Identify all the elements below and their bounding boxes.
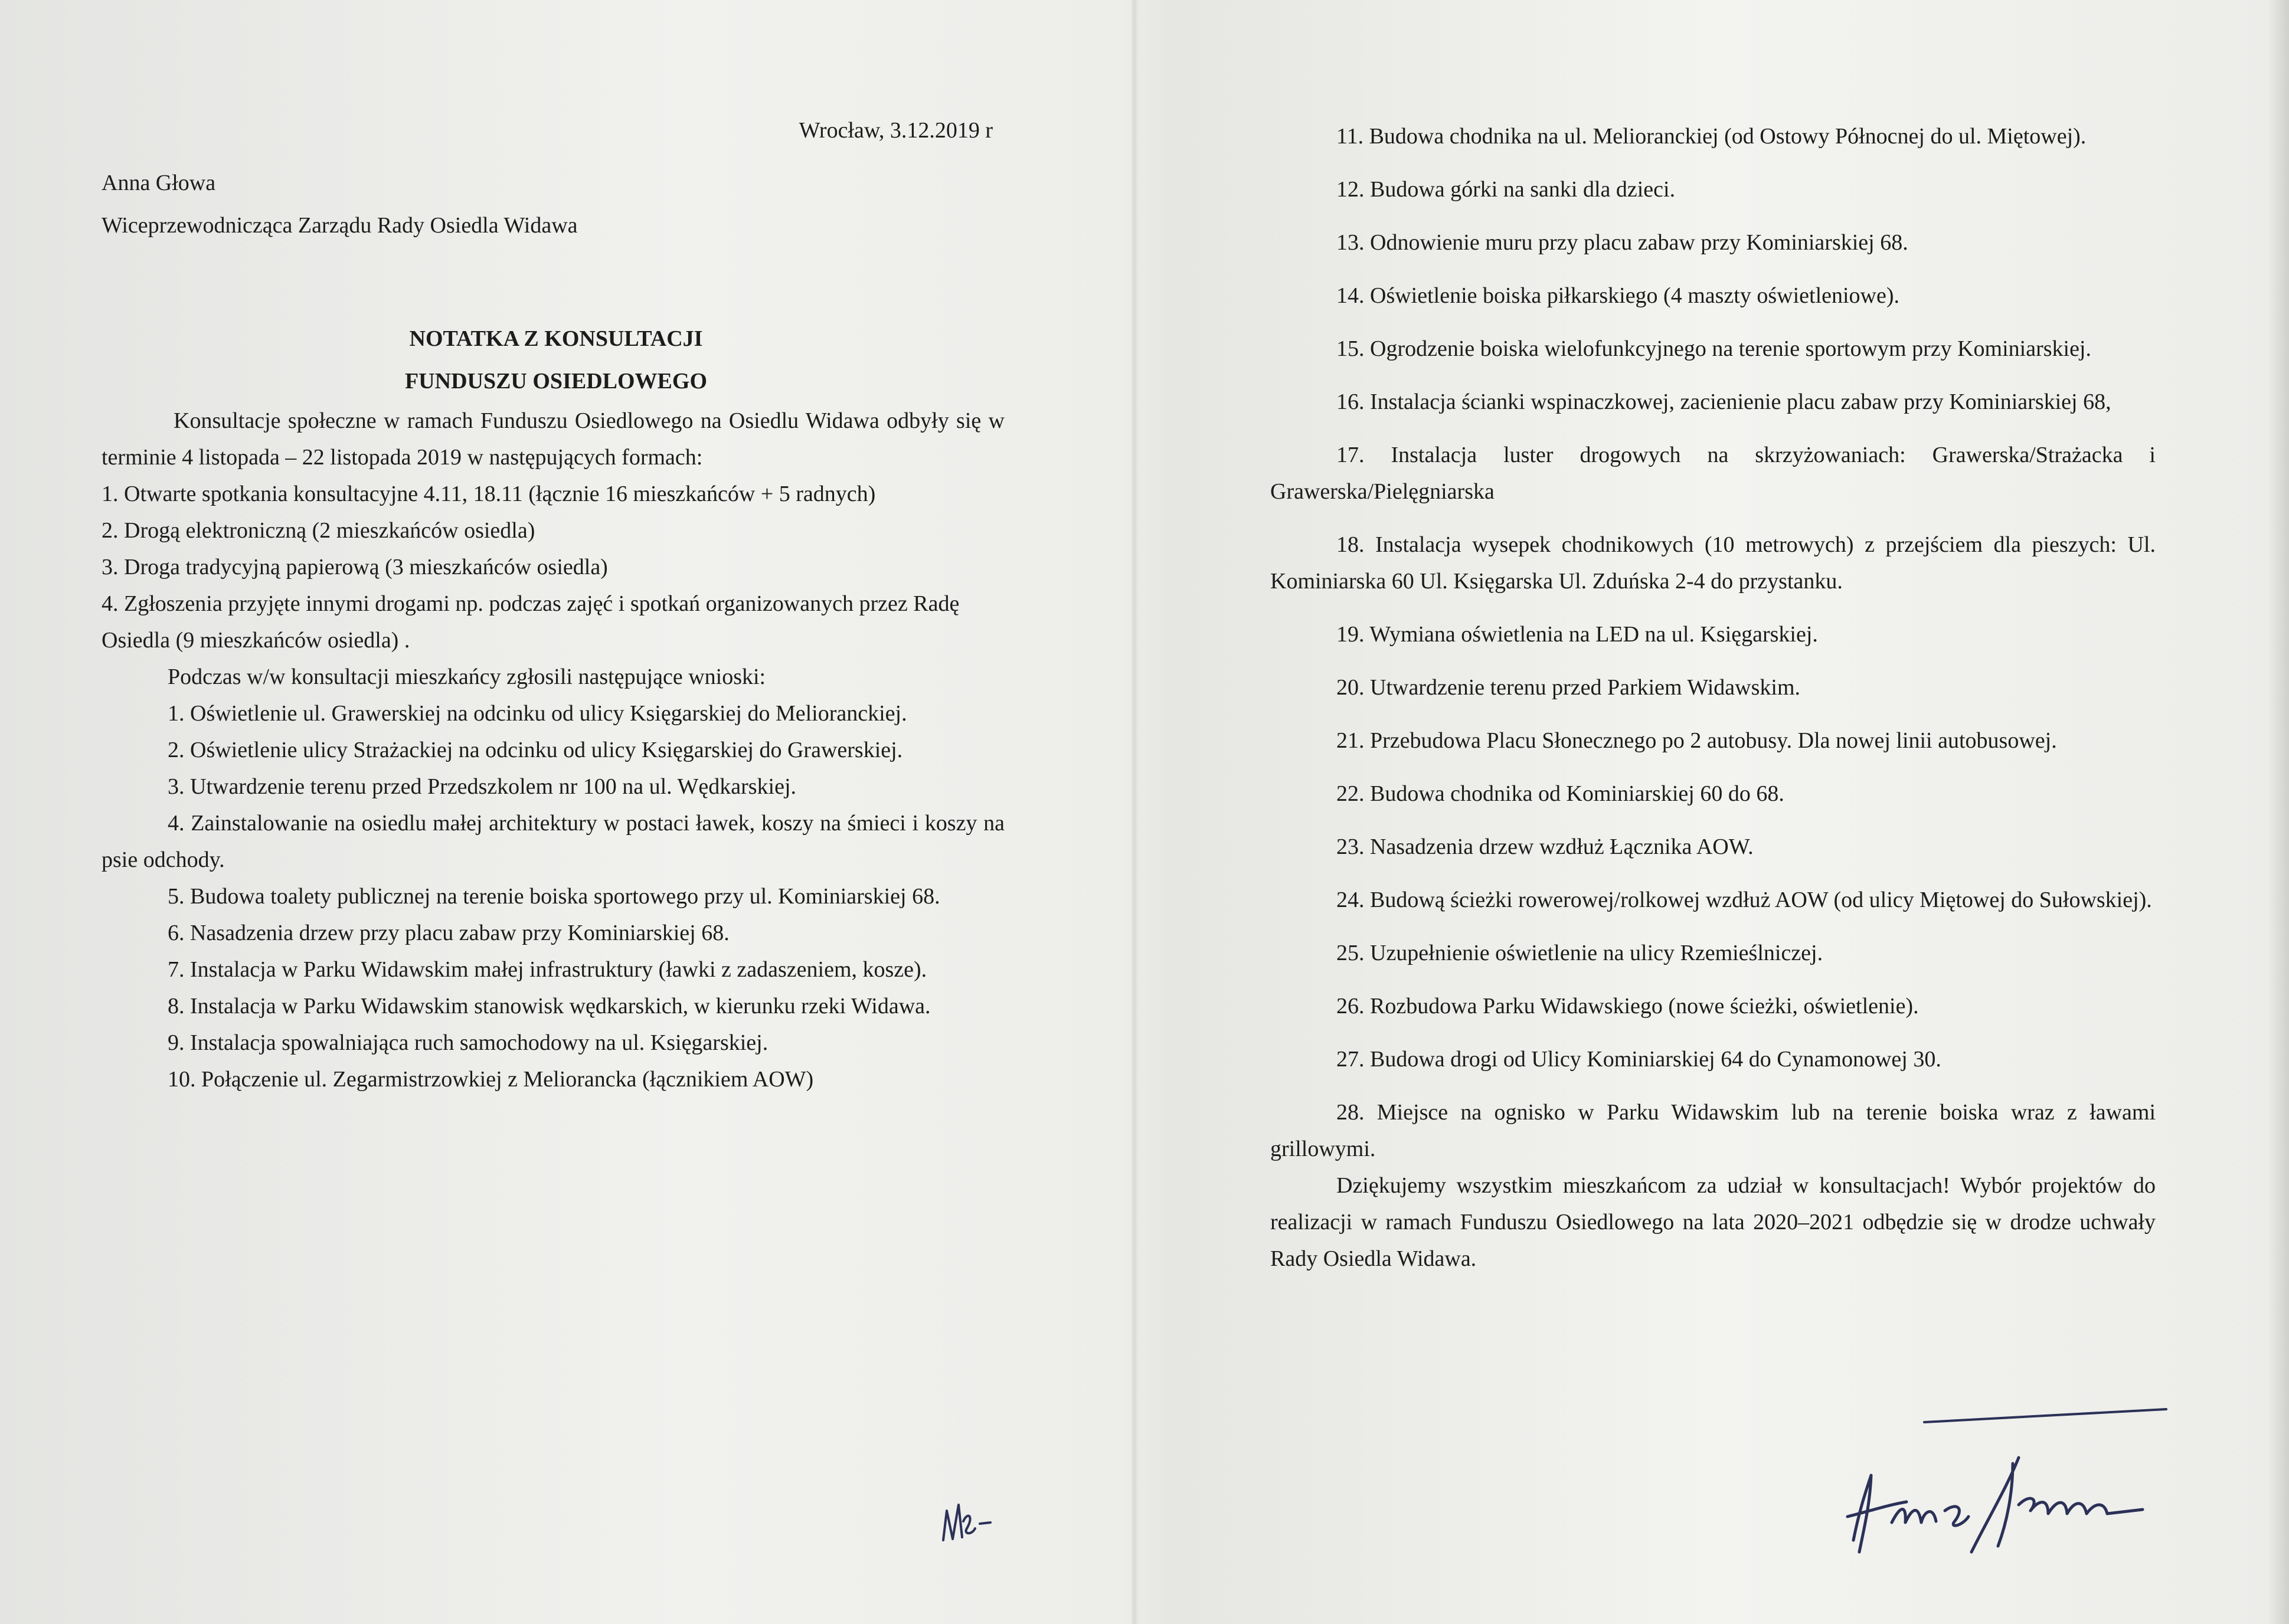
addressee-role: Wiceprzewodnicząca Zarządu Rady Osiedla Widawa — [102, 213, 578, 238]
document-date: Wrocław, 3.12.2019 r — [799, 118, 993, 143]
requests-list-right — [1270, 118, 2156, 1167]
request-item: 26. Rozbudowa Parku Widawskiego (nowe ścieżki, oświetlenie). — [1336, 994, 1919, 1019]
request-item: 3. Utwardzenie terenu przed Przedszkolem nr 100 na ul. Wędkarskiej. — [168, 774, 797, 799]
handwritten-signature — [1836, 1404, 2190, 1582]
request-item: 15. Ogrodzenie boiska wielofunkcyjnego na terenie sportowym przy Kominiarskiej. — [1336, 336, 2091, 361]
title-line-2: FUNDUSZU OSIEDLOWEGO — [404, 369, 708, 394]
request-item: 16. Instalacja ścianki wspinaczkowej, zacienienie placu zabaw przy Kominiarskiej 68, — [1336, 389, 2111, 414]
request-item: 27. Budowa drogi od Ulicy Kominiarskiej 64 do Cynamonowej 30. — [1336, 1047, 1941, 1072]
left-page — [102, 112, 1005, 1098]
sheet-edge — [2269, 0, 2289, 1624]
request-item: 21. Przebudowa Placu Słonecznego po 2 autobusy. Dla nowej linii autobusowej. — [1336, 728, 2057, 753]
form-item: 1. Otwarte spotkania konsultacyjne 4.11, 18.11 (łącznie 16 mieszkańców + 5 radnych) — [102, 482, 876, 506]
requests-intro: Podczas w/w konsultacji mieszkańcy zgłosili następujące wnioski: — [168, 664, 766, 689]
request-item: 13. Odnowienie muru przy placu zabaw przy Kominiarskiej 68. — [1336, 230, 1908, 255]
request-item: 18. Instalacja wysepek chodnikowych (10 metrowych) z przejściem dla pieszych: Ul. Kominiarska 60 Ul. Księgarska Ul. Zduńska 2-4 do przystanku. — [1270, 532, 2156, 594]
document-title — [102, 317, 1011, 402]
request-item: 28. Miejsce na ognisko w Parku Widawskim lub na terenie boiska wraz z ławami grillowymi. — [1270, 1100, 2156, 1161]
request-item: 22. Budowa chodnika od Kominiarskiej 60 do 68. — [1336, 781, 1784, 806]
form-item: 4. Zgłoszenia przyjęte innymi drogami np. podczas zajęć i spotkań organizowanych przez Radę Osiedla (9 mieszkańców osiedla) . — [102, 591, 960, 653]
request-item: 7. Instalacja w Parku Widawskim małej infrastruktury (ławki z zadaszeniem, kosze). — [168, 957, 927, 982]
initials-signature — [933, 1487, 1003, 1552]
request-item: 2. Oświetlenie ulicy Strażackiej na odcinku od ulicy Księgarskiej do Grawerskiej. — [168, 738, 903, 762]
request-item: 11. Budowa chodnika na ul. Melioranckiej (od Ostowy Północnej do ul. Miętowej). — [1336, 124, 2087, 149]
intro-paragraph: Konsultacje społeczne w ramach Funduszu Osiedlowego na Osiedlu Widawa odbyły się w terminie 4 listopada – 22 listopada 2019 w następujących formach: — [102, 408, 1005, 470]
request-item: 1. Oświetlenie ul. Grawerskiej na odcinku od ulicy Księgarskiej do Melioranckiej. — [168, 701, 907, 726]
request-item: 5. Budowa toalety publicznej na terenie boiska sportowego przy ul. Kominiarskiej 68. — [168, 884, 940, 909]
page-fold — [1130, 0, 1139, 1624]
consultation-forms-list — [102, 476, 1005, 659]
request-item: 14. Oświetlenie boiska piłkarskiego (4 maszty oświetleniowe). — [1336, 283, 1900, 308]
request-item: 25. Uzupełnienie oświetlenie na ulicy Rzemieślniczej. — [1336, 941, 1823, 965]
request-item: 6. Nasadzenia drzew przy placu zabaw przy Kominiarskiej 68. — [168, 921, 730, 945]
closing-paragraph: Dziękujemy wszystkim mieszkańcom za udział w konsultacjach! Wybór projektów do realizacji w ramach Funduszu Osiedlowego na lata 2020–2021 odbędzie się w drodze uchwały Rady Osiedla Widawa. — [1270, 1173, 2156, 1271]
form-item: 3. Droga tradycyjną papierową (3 mieszkańców osiedla) — [102, 555, 608, 579]
title-line-1: NOTATKA Z KONSULTACJI — [409, 326, 703, 351]
addressee-name: Anna Głowa — [102, 171, 216, 195]
request-item: 10. Połączenie ul. Zegarmistrzowkiej z Meliorancka (łącznikiem AOW) — [168, 1067, 814, 1092]
request-item: 23. Nasadzenia drzew wzdłuż Łącznika AOW. — [1336, 834, 1754, 859]
request-item: 19. Wymiana oświetlenia na LED na ul. Księgarskiej. — [1336, 622, 1818, 647]
request-item: 24. Budową ścieżki rowerowej/rolkowej wzdłuż AOW (od ulicy Miętowej do Sułowskiej). — [1336, 888, 2152, 912]
request-item: 4. Zainstalowanie na osiedlu małej architektury w postaci ławek, koszy na śmieci i koszy na psie odchody. — [102, 811, 1005, 872]
request-item: 12. Budowa górki na sanki dla dzieci. — [1336, 177, 1676, 202]
right-page — [1270, 118, 2156, 1277]
request-item: 17. Instalacja luster drogowych na skrzyżowaniach: Grawerska/Strażacka i Grawerska/Pielęgniarska — [1270, 443, 2156, 504]
request-item: 9. Instalacja spowalniająca ruch samochodowy na ul. Księgarskiej. — [168, 1030, 769, 1055]
form-item: 2. Drogą elektroniczną (2 mieszkańców osiedla) — [102, 518, 535, 543]
requests-list-left — [102, 695, 1005, 1098]
addressee-block — [102, 162, 1005, 247]
request-item: 20. Utwardzenie terenu przed Parkiem Widawskim. — [1336, 675, 1801, 700]
request-item: 8. Instalacja w Parku Widawskim stanowisk wędkarskich, w kierunku rzeki Widawa. — [168, 994, 931, 1019]
